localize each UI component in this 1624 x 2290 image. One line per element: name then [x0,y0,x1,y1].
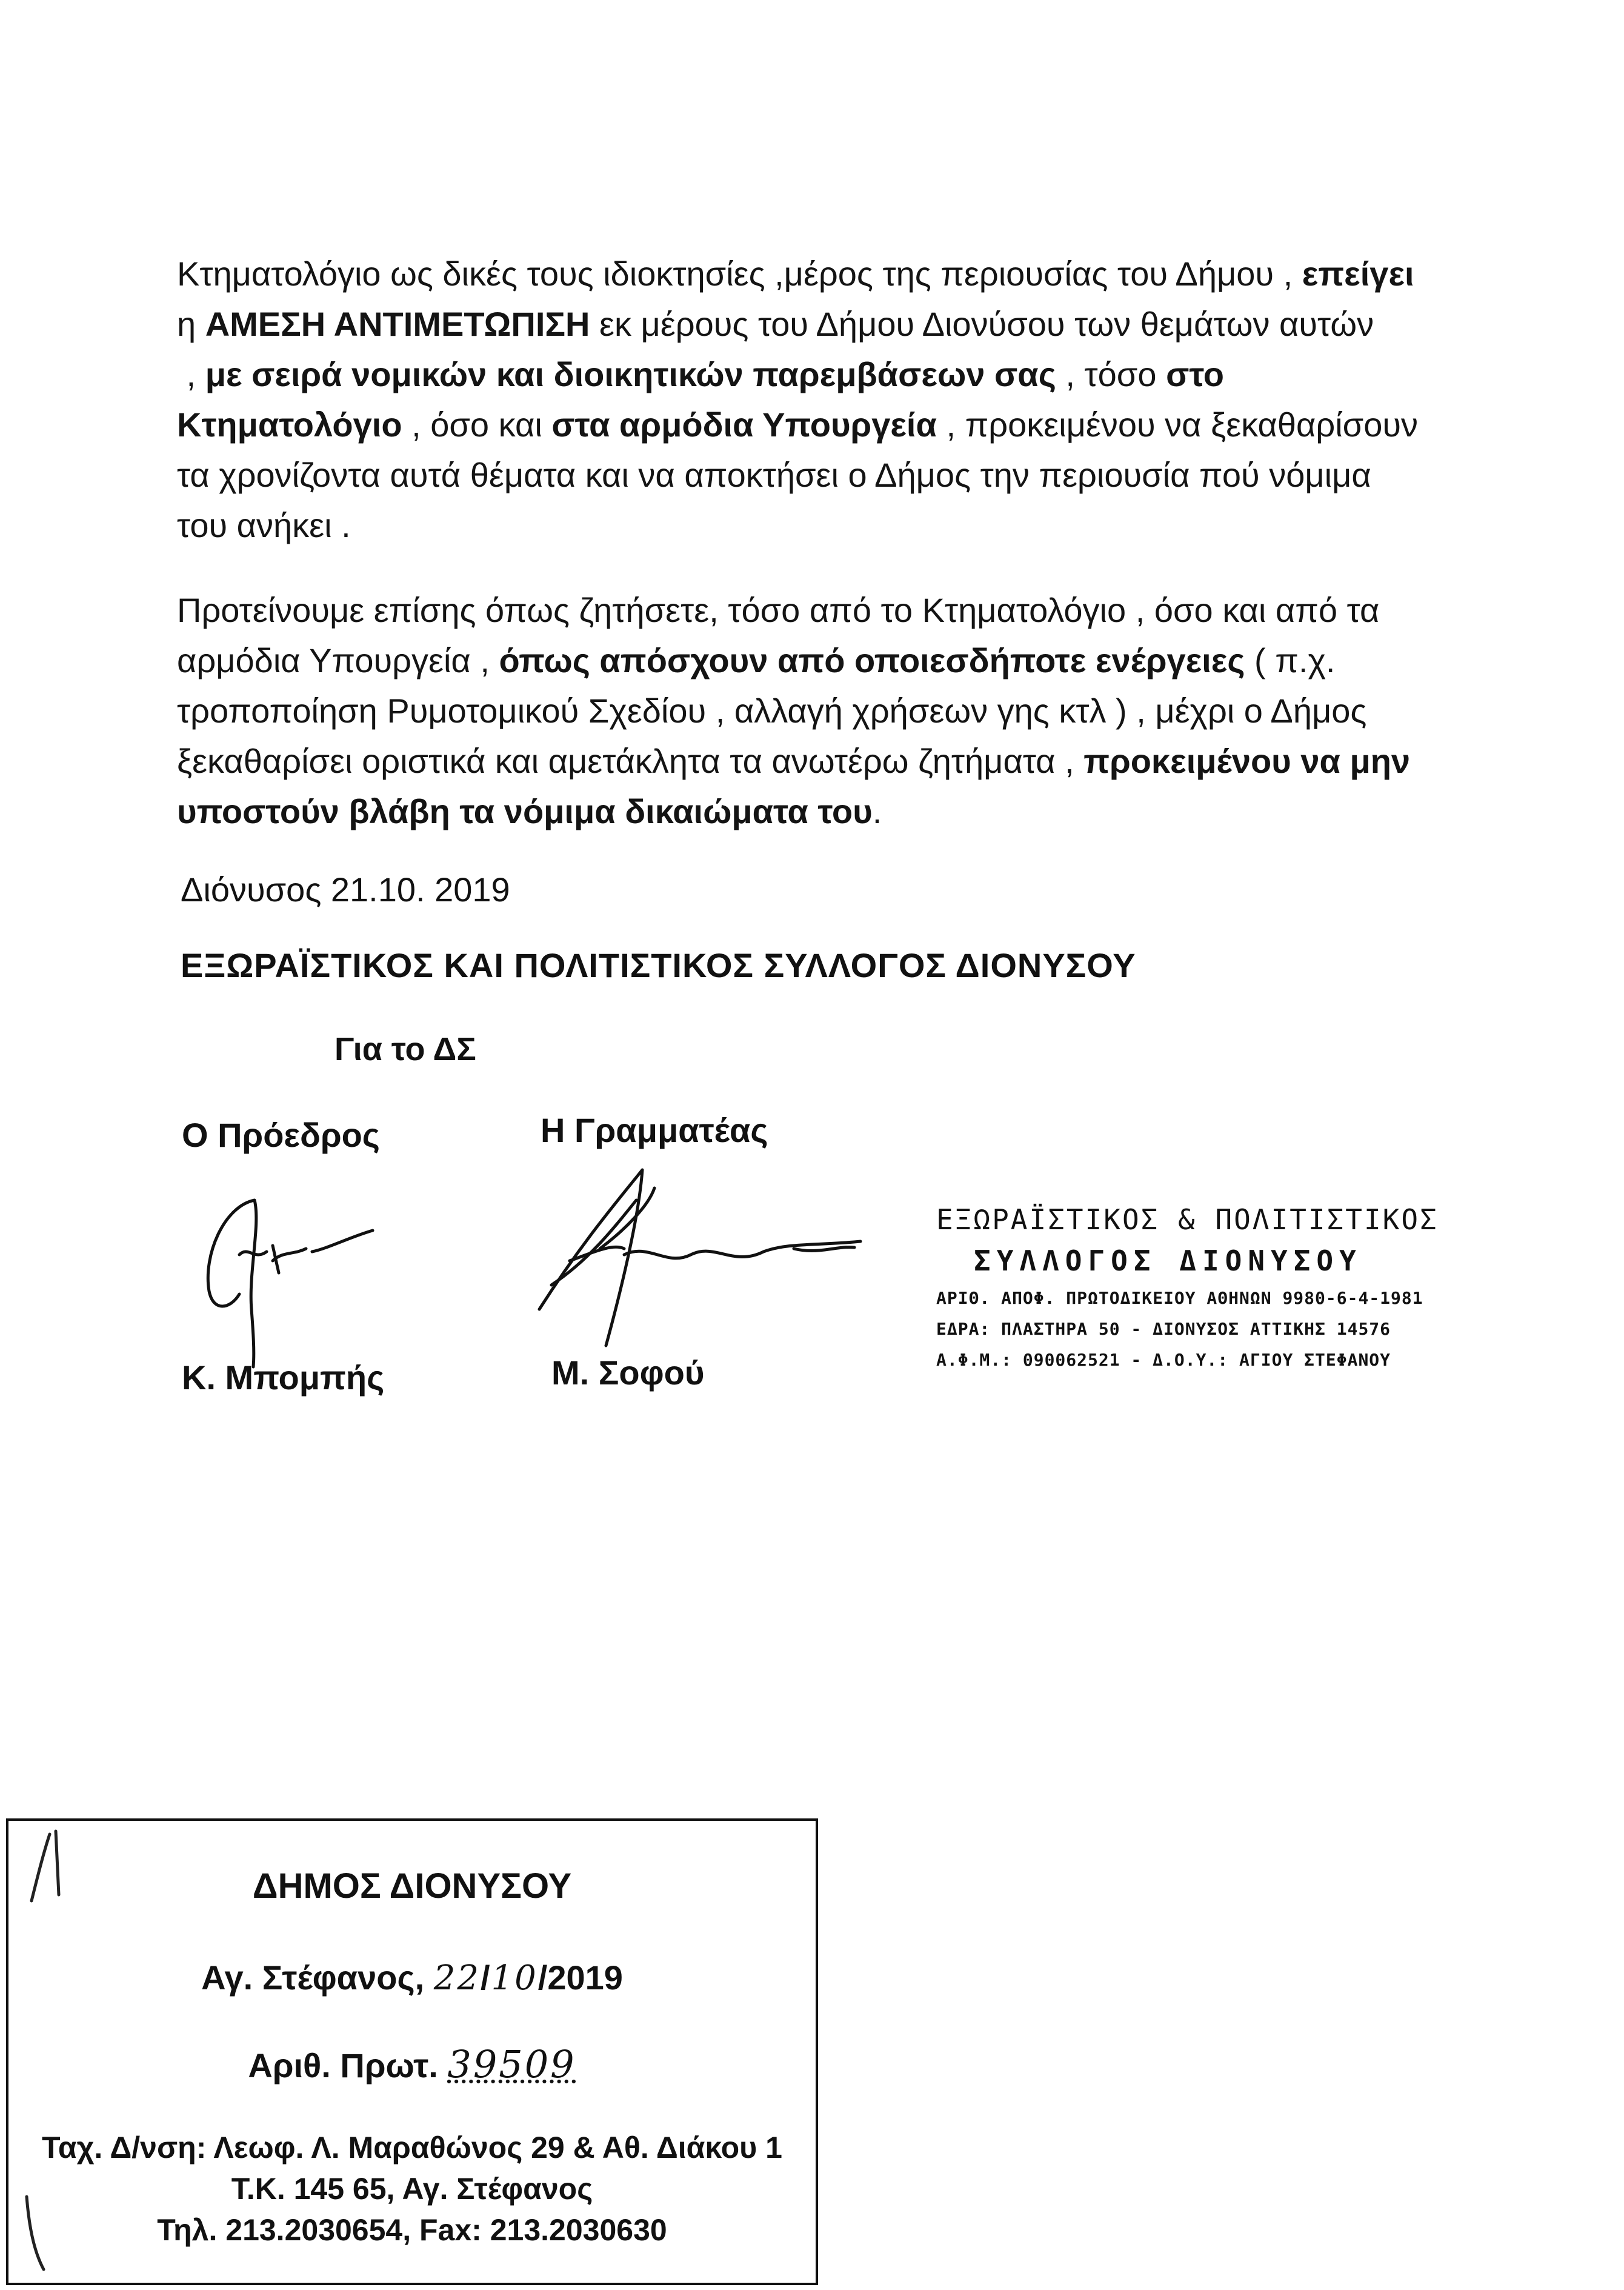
bold-text-run: Κτηματολόγιο [177,406,402,444]
registry-protocol-number: 39509 [447,2042,576,2086]
text-run: αρμόδια Υπουργεία , [177,641,499,679]
stamp-line-5: Α.Φ.Μ.: 090062521 - Δ.Ο.Υ.: ΑΓΙΟΥ ΣΤΕΦΑΝΟΥ [936,1350,1391,1370]
registry-phones: Τηλ. 213.2030654, Fax: 213.2030630 [157,2213,667,2247]
bold-text-run: επείγει [1302,255,1414,293]
secretary-signature [533,1164,873,1358]
text-run: , προκειμένου να ξεκαθαρίσουν [936,406,1418,444]
text-run: τα χρονίζοντα αυτά θέματα και να αποκτήσει ο Δήμος την περιουσία πού νόμιμα [177,456,1371,494]
stamp-line-4: ΕΔΡΑ: ΠΛΑΣΤΗΡΑ 50 - ΔΙΟΝΥΣΟΣ ΑΤΤΙΚΗΣ 14576 [936,1319,1391,1339]
for-board-label: Για το ΔΣ [334,1031,476,1067]
stamp-line-2: ΣΥΛΛΟΓΟΣ ΔΙΟΝΥΣΟΥ [974,1244,1362,1277]
bold-text-run: ΑΜΕΣΗ ΑΝΤΙΜΕΤΩΠΙΣΗ [205,305,590,343]
text-run: , όσο και [402,406,552,444]
text-run: Κτηματολόγιο ως δικές τους ιδιοκτησίες ,μέρος της περιουσίας του Δήμου , [177,255,1302,293]
secretary-name: Μ. Σοφού [551,1354,705,1392]
text-line [177,450,1468,500]
president-signature [182,1188,400,1370]
text-run: εκ μέρους του Δήμου Διονύσου των θεμάτων αυτών [590,305,1374,343]
registry-protocol-line [8,2042,816,2086]
text-run: τροποποίηση Ρυμοτομικού Σχεδίου , αλλαγή χρήσεων γης κτλ ) , μέχρι ο Δήμος [177,692,1367,730]
registry-address: Ταχ. Δ/νση: Λεωφ. Λ. Μαραθώνος 29 & Αθ. Διάκου 1 [42,2131,782,2165]
paragraph-1 [177,249,1468,550]
text-line [177,585,1468,635]
registry-date-year: /2019 [537,1958,623,1997]
registry-date-line: Αγ. Στέφανος, 22/10/2019 [201,1958,623,1998]
bold-text-run: με σειρά νομικών και διοικητικών παρεμβάσεων σας [205,355,1056,393]
text-run: η [177,305,205,343]
text-run: του ανήκει . [177,506,351,544]
president-name: Κ. Μπομπής [182,1358,385,1397]
text-run: Προτείνουμε επίσης όπως ζητήσετε, τόσο από το Κτηματολόγιο , όσο και από τα [177,591,1380,629]
secretary-role: Η Γραμματέας [541,1111,768,1149]
document-date: Διόνυσος 21.10. 2019 [181,870,510,909]
text-line [177,786,1468,836]
bold-text-run: στο [1166,355,1225,393]
text-line [177,249,1468,299]
bold-text-run: υποστούν βλάβη τα νόμιμα δικαιώματα του [177,792,873,830]
text-run: , [177,355,205,393]
text-run: . [872,792,882,830]
text-line [177,500,1468,550]
registry-protocol-label: Αριθ. Πρωτ. [248,2046,438,2085]
stamp-line-1: ΕΞΩΡΑΪΣΤΙΚΟΣ & ΠΟΛΙΤΙΣΤΙΚΟΣ [936,1203,1439,1236]
text-line [177,635,1468,686]
association-name: ΕΞΩΡΑΪΣΤΙΚΟΣ ΚΑΙ ΠΟΛΙΤΙΣΤΙΚΟΣ ΣΥΛΛΟΓΟΣ ΔΙΟΝΥΣΟΥ [181,946,1136,984]
stamp-line-3: ΑΡΙΘ. ΑΠΟΦ. ΠΡΩΤΟΔΙΚΕΙΟΥ ΑΘΗΝΩΝ 9980-6-4-1981 [936,1288,1423,1308]
registry-postal: Τ.Κ. 145 65, Αγ. Στέφανος [231,2172,593,2206]
text-line [177,399,1468,450]
registry-stamp-box [6,1818,818,2285]
president-role: Ο Πρόεδρος [182,1116,380,1154]
registry-date-day: 22 [433,1958,481,1998]
text-run: , τόσο [1056,355,1166,393]
bold-text-run: όπως απόσχουν από οποιεσδήποτε ενέργειες [499,641,1245,679]
text-line [177,686,1468,736]
registry-date-month: 10 [491,1958,538,1998]
text-run: ( π.χ. [1245,641,1336,679]
text-run: ξεκαθαρίσει οριστικά και αμετάκλητα τα ανωτέρω ζητήματα , [177,742,1084,780]
text-line [177,736,1468,786]
registry-title: ΔΗΜΟΣ ΔΙΟΝΥΣΟΥ [252,1866,572,1906]
paragraph-2 [177,585,1468,836]
bold-text-run: προκειμένου να μην [1083,742,1411,780]
registry-place-label: Αγ. Στέφανος, [201,1958,425,1997]
association-stamp [936,1203,1482,1370]
bold-text-run: στα αρμόδια Υπουργεία [551,406,937,444]
text-line [177,349,1468,399]
text-line [177,299,1468,349]
